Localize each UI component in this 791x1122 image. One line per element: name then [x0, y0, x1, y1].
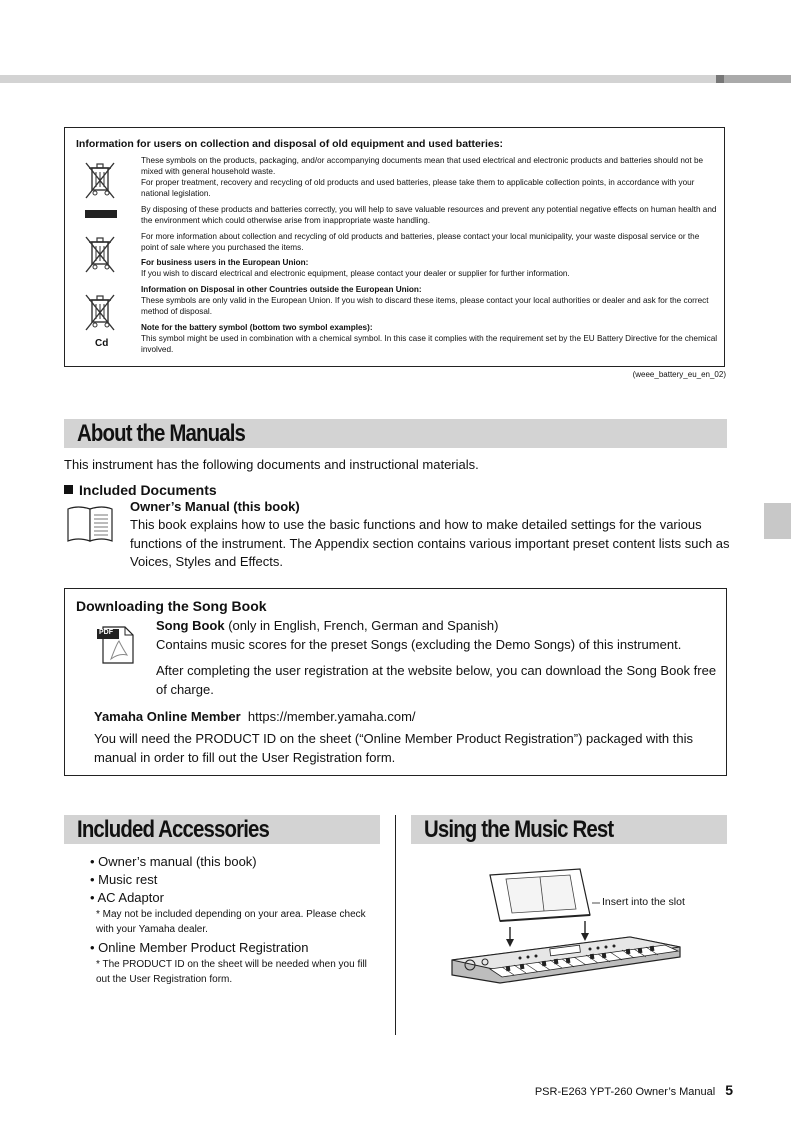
top-rule — [0, 75, 716, 83]
crossed-bin-icon — [83, 290, 117, 334]
book-icon — [66, 503, 116, 548]
side-tab — [764, 503, 791, 539]
weee-paragraph: By disposing of these products and batteries correctly, you will help to save valuable resources and prevent any potential negative effects on human health and the environment which could otherwise arise from inappropriate waste handling. — [141, 205, 717, 225]
list-item: • AC Adaptor — [90, 890, 164, 905]
weee-title: Information for users on collection and disposal of old equipment and used batteries: — [76, 138, 504, 150]
included-documents-heading: Included Documents — [64, 482, 217, 498]
section-title: Using the Music Rest — [424, 816, 614, 843]
weee-paragraph: If you wish to discard electrical and electronic equipment, please contact your dealer or supplier for further information. — [141, 269, 570, 278]
page-number: 5 — [725, 1082, 733, 1098]
music-rest-header — [411, 815, 727, 844]
section-title: Included Accessories — [77, 816, 270, 843]
included-accessories-header — [64, 815, 380, 844]
manual-name: PSR-E263 YPT-260 Owner’s Manual — [534, 1086, 716, 1098]
footnote: * May not be included depending on your area. Please check with your Yamaha dealer. — [96, 909, 366, 935]
list-item: • Online Member Product Registration — [90, 940, 309, 955]
list-item: • Music rest — [90, 872, 158, 887]
pdf-document-icon — [97, 625, 137, 670]
weee-subheading: For business users in the European Union: — [141, 258, 309, 267]
about-intro: This instrument has the following documents and instructional materials. — [64, 457, 479, 472]
section-title: About the Manuals — [77, 420, 246, 447]
black-bar-icon — [85, 210, 117, 218]
weee-paragraph: These symbols are only valid in the European Union. If you wish to discard these items, please contact your local authorities or dealer and ask for the correct method of disposal. — [141, 296, 709, 316]
pdf-label: PDF — [99, 629, 113, 636]
footnote: * The PRODUCT ID on the sheet will be needed when you fill out the User Registration form. — [96, 959, 367, 985]
weee-subheading: Information on Disposal in other Countries outside the European Union: — [141, 285, 422, 294]
page-footer — [535, 1082, 733, 1098]
registration-instructions: After completing the user registration at the website below, you can download the Song Book free of charge. — [156, 663, 717, 697]
song-book-box-title: Downloading the Song Book — [76, 598, 267, 614]
top-rule-right — [724, 75, 791, 83]
weee-subheading: Note for the battery symbol (bottom two symbol examples): — [141, 323, 373, 332]
weee-paragraph: This symbol might be used in combination with a chemical symbol. In this case it complies with the requirement set by the EU Battery Directive for the chemical involved. — [141, 334, 718, 354]
owners-manual-title: Owner’s Manual (this book) — [130, 499, 300, 514]
column-divider — [395, 815, 396, 1035]
product-id-note: You will need the PRODUCT ID on the sheet (“Online Member Product Registration”) packaged with this manual in order to fill out the User Registration form. — [94, 731, 694, 765]
cd-label: Cd — [95, 338, 109, 349]
top-rule-marker — [716, 75, 724, 83]
weee-info-box — [64, 127, 725, 367]
insert-slot-label: Insert into the slot — [602, 896, 685, 908]
song-book-description: Contains music scores for the preset Songs (excluding the Demo Songs) of this instrument. — [156, 637, 682, 652]
weee-paragraph: These symbols on the products, packaging, and/or accompanying documents mean that used electrical and electronic products and batteries should not be mixed with general household waste. — [141, 156, 704, 176]
weee-paragraph: For more information about collection and recycling of old products and batteries, please contact your local municipality, your waste disposal service or the point of sale where you purchased the items. — [141, 232, 700, 252]
keyboard-music-rest-illustration — [440, 865, 690, 995]
owners-manual-description: This book explains how to use the basic functions and how to make detailed settings for the various functions of the instrument. The Appendix section contains various important preset content lists such as Voices, Styles and Effects. — [130, 517, 730, 569]
list-item: • Owner’s manual (this book) — [90, 854, 257, 869]
about-manuals-header — [64, 419, 727, 448]
weee-reference: (weee_battery_eu_en_02) — [632, 370, 726, 379]
crossed-bin-icon — [83, 158, 117, 202]
weee-paragraph: For proper treatment, recovery and recycling of old products and used batteries, please take them to applicable collection points, in accordance with your national legislation. — [141, 178, 695, 198]
crossed-bin-icon — [83, 232, 117, 276]
accessories-list — [90, 853, 380, 989]
member-line: Yamaha Online Member https://member.yamaha.com/ — [94, 709, 416, 724]
song-book-heading: Song Book (only in English, French, German and Spanish) — [156, 618, 499, 633]
square-bullet-icon — [64, 485, 73, 494]
song-book-box — [64, 588, 727, 776]
member-url-link[interactable]: https://member.yamaha.com/ — [247, 709, 416, 724]
